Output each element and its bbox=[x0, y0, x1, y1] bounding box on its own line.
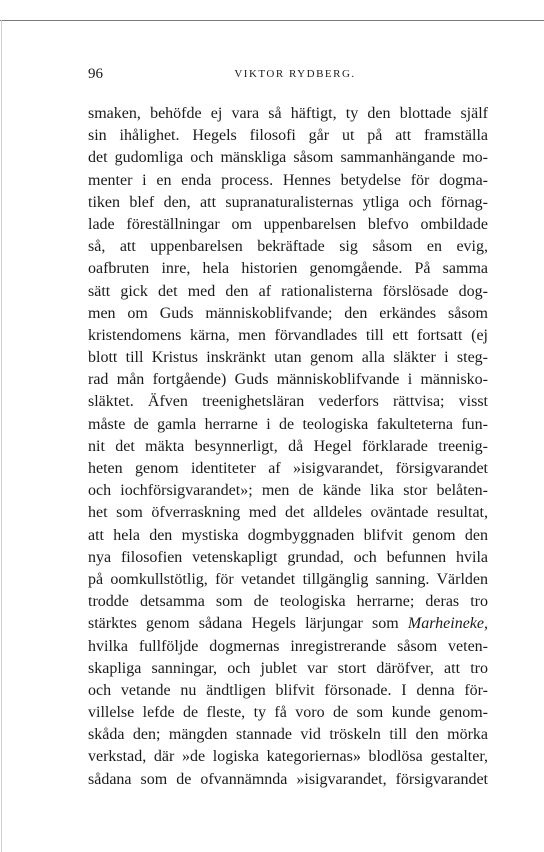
text-line: blott till Kristus inskränkt utan genom alla släkter i steg- bbox=[88, 349, 488, 367]
text-line: nya filosofien vetenskapligt grundad, och befunnen hvila bbox=[88, 548, 488, 566]
text-line: att hela den mystiska dogmbyggnaden blifvit genom den bbox=[88, 526, 488, 544]
page-number: 96 bbox=[88, 66, 103, 82]
text-line: så, att uppenbarelsen bekräftade sig såsom en evig, bbox=[88, 238, 488, 256]
top-border-rule bbox=[0, 20, 544, 21]
left-page-edge bbox=[1, 20, 2, 852]
text-line: trodde detsamma som de teologiska herrarne; deras tro bbox=[88, 593, 488, 611]
text-line: sin ihålighet. Hegels filosofi går ut på att framställa bbox=[88, 127, 488, 145]
body-text bbox=[88, 103, 488, 791]
text-line: skapliga sanningar, och jublet var stort däröfver, att tro bbox=[88, 659, 488, 677]
italic-name: Marheineke, bbox=[407, 615, 489, 633]
text-line: villelse lefde de fleste, ty få voro de som kunde genom- bbox=[88, 704, 488, 722]
text-line: på oomkullstötlig, för vetandet tillgänglig sanning. Världen bbox=[88, 570, 488, 588]
text-line: oafbruten inre, hela historien genomgående. På samma bbox=[88, 260, 488, 278]
text-segment: stärktes genom sådana Hegels lärjungar som bbox=[88, 615, 399, 633]
text-line: släktet. Äfven treenighetsläran vederfors rättvisa; visst bbox=[88, 393, 488, 411]
text-line: och iochförsigvarandet»; men de kände lika stor belåten- bbox=[88, 482, 488, 500]
text-line: skåda den; mängden stannade vid tröskeln till den mörka bbox=[88, 726, 488, 744]
text-line: nit det mäkta besynnerligt, då Hegel förklarade treenig- bbox=[88, 437, 488, 455]
text-line: heten genom identiteter af »isigvarandet, försigvarandet bbox=[88, 460, 488, 477]
text-line: hvilka fullföljde dogmernas inregistrerande såsom veten- bbox=[88, 637, 488, 655]
page-header bbox=[88, 64, 488, 84]
text-line: kristendomens kärna, men förvandlades till ett fortsatt (ej bbox=[88, 326, 488, 344]
text-line: verkstad, där »de logiska kategoriernas» blodlösa gestalter, bbox=[88, 748, 488, 766]
text-line: men om Guds människoblifvande; den erkändes såsom bbox=[88, 304, 488, 322]
text-line: sätt gick det med den af rationalisterna förslösade dog- bbox=[88, 282, 488, 300]
text-line: tiken blef den, att supranaturalisternas ytliga och förnag- bbox=[88, 193, 488, 211]
text-line: menter i en enda process. Hennes betydelse för dogma- bbox=[88, 171, 488, 189]
text-line: och vetande nu ändtligen blifvit försonade. I denna för- bbox=[88, 681, 488, 699]
text-line: det gudomliga och mänskliga såsom sammanhängande mo- bbox=[88, 149, 488, 167]
running-head: VIKTOR RYDBERG. bbox=[234, 68, 356, 80]
text-line: smaken, behöfde ej vara så häftigt, ty den blottade själf bbox=[88, 105, 488, 122]
text-line: het som öfverraskning med det alldeles oväntade resultat, bbox=[88, 504, 488, 522]
text-line-with-italic bbox=[88, 613, 488, 635]
text-line: rad mån fortgående) Guds människoblifvande i människo- bbox=[88, 371, 488, 389]
text-line: måste de gamla herrarne i de teologiska fakulteterna fun- bbox=[88, 415, 488, 433]
text-line: lade föreställningar om uppenbarelsen blefvo ombildade bbox=[88, 215, 488, 233]
text-line: sådana som de ofvannämnda »isigvarandet, försigvarandet bbox=[88, 770, 488, 788]
